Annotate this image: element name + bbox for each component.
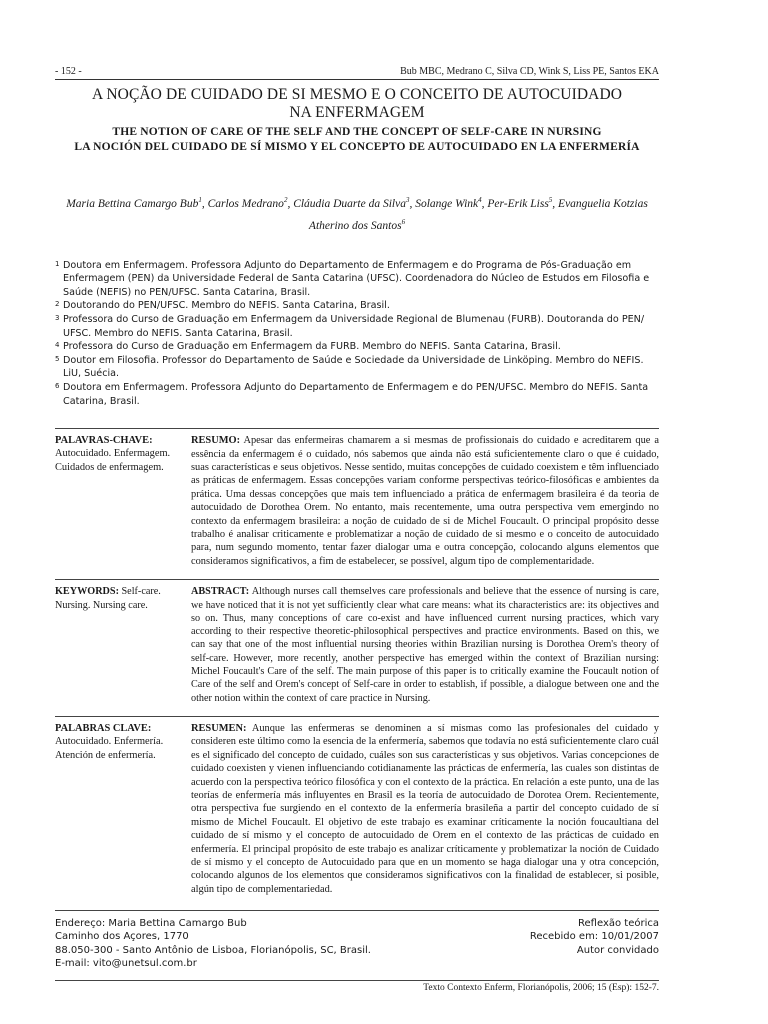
author-mark: 4 [478, 196, 482, 204]
abstract-label: ABSTRACT: [191, 586, 250, 598]
address-line: Caminho dos Açores, 1770 [55, 931, 189, 943]
affiliation-mark: 6 [55, 382, 60, 390]
abstract-block-spanish [55, 716, 659, 896]
abstract-text: Apesar das enfermeiras chamarem a si mesmas de profissionais do cuidado e acreditarem que a essência da enfermagem é o cuidado, nós sabemos que ainda não está suficientemente claro o que é cuidado, suas características e seus objetivos. Nesse sentido, muitas concepções de cuidado coexistem e têm influenciado as práticas de enfermagem. Essas concepções variam conforme perspectivas teórico-filosóficas e ambientes da prática. Uma dessas concepções que mais tem influenciado a prática de enfermagem brasileira é da teoria de autocuidado de Dorothea Orem. No entanto, mais recentemente, uma outra perspectiva vem emergindo no contexto da enfermagem brasileira: a noção de cuidado de si de Michel Foucault. O principal propósito desse trabalho é analisar criticamente e problematizar a noção de cuidado de si mesmo e o conceito de autocuidado para, num segundo momento, tentar fazer dialogar uma e outra concepção, colocando alguns elementos que consideramos significativos, a fim de estabelecer, se possível, algum tipo de complementaridade. [191, 435, 659, 567]
correspondence-address [55, 917, 371, 970]
affiliation-mark: 3 [55, 314, 60, 323]
journal-citation: Texto Contexto Enferm, Florianópolis, 2006; 15 (Esp): 152-7. [55, 980, 659, 993]
affiliation-item [55, 354, 659, 381]
keywords-label: PALABRAS CLAVE: [55, 722, 152, 734]
keywords-spanish [55, 722, 191, 896]
affiliation-item [55, 313, 659, 340]
affiliation-mark: 1 [55, 259, 60, 268]
article-info [530, 917, 659, 970]
affiliation-text: Doutora em Enfermagem. Professora Adjunto do Departamento de Enfermagem e do Programa de Pós-Graduação em Enfermagem (PEN) da Universidade Federal de Santa Catarina (UFSC). Coordenadora do Núcleo de Estudos em Filosofia e Saúde (NEFIS) no PEN/UFSC. Santa Catarina, Brasil. [63, 259, 650, 298]
running-head-authors: Bub MBC, Medrano C, Silva CD, Wink S, Liss PE, Santos EKA [400, 66, 659, 77]
author-name: Evanguelia Kotzias Atherino dos Santos [308, 197, 648, 232]
abstract-block-english [55, 579, 659, 705]
title-spanish: LA NOCIÓN DEL CUIDADO DE SÍ MISMO Y EL CONCEPTO DE AUTOCUIDADO EN LA ENFERMERÍA [74, 141, 640, 153]
affiliation-text: Professora do Curso de Graduação em Enfermagem da FURB. Membro do NEFIS. Santa Catarina, Brasil. [63, 341, 561, 353]
address-line: Endereço: Maria Bettina Camargo Bub [55, 918, 247, 930]
author-name: Solange Wink [415, 197, 479, 210]
affiliation-mark: 2 [55, 300, 60, 309]
title-english: THE NOTION OF CARE OF THE SELF AND THE CONCEPT OF SELF-CARE IN NURSING [112, 126, 602, 138]
affiliation-text: Professora do Curso de Graduação em Enfermagem da Universidade Regional de Blumenau (FURB). Doutoranda do PEN/ UFSC. Membro do NEFIS. Santa Catarina, Brasil. [63, 314, 645, 339]
abstract-portuguese [191, 434, 659, 568]
title-portuguese [55, 86, 659, 122]
email-line: E-mail: vito@unetsul.com.br [55, 957, 197, 969]
abstract-label: RESUMO: [191, 435, 241, 447]
abstract-label: RESUMEN: [191, 722, 247, 734]
keywords-text: Self-care. Nursing. Nursing care. [55, 586, 161, 611]
abstract-english [191, 585, 659, 705]
author-mark: 5 [548, 196, 553, 204]
author-name: Maria Bettina Camargo Bub [66, 197, 199, 210]
received-date: Recebido em: 10/01/2007 [529, 931, 659, 943]
affiliation-text: Doutora em Enfermagem. Professora Adjunto do Departamento de Enfermagem e do PEN/UFSC. Membro do NEFIS. Santa Catarina, Brasil. [63, 382, 649, 407]
title-portuguese-line1: A NOÇÃO DE CUIDADO DE SI MESMO E O CONCEITO DE AUTOCUIDADO [91, 86, 623, 103]
keywords-label: KEYWORDS: [55, 586, 119, 598]
author-mark: 6 [401, 217, 406, 226]
affiliation-item [55, 299, 659, 313]
affiliations [55, 259, 659, 409]
abstract-block-portuguese [55, 428, 659, 568]
author-name: Cláudia Duarte da Silva [293, 197, 406, 210]
author-mark: 1 [198, 196, 202, 204]
affiliation-mark: 5 [55, 354, 60, 363]
affiliation-item [55, 259, 659, 300]
abstract-spanish [191, 722, 659, 896]
keywords-label: PALAVRAS-CHAVE: [55, 435, 153, 447]
page-number: - 152 - [55, 66, 82, 77]
affiliation-item [55, 381, 659, 408]
keywords-english [55, 585, 191, 705]
article-page [55, 66, 659, 970]
author-name: Per-Erik Liss [487, 197, 549, 210]
keywords-text: Autocuidado. Enfermería. Atención de enfermería. [55, 736, 164, 761]
keywords-text: Autocuidado. Enfermagem. Cuidados de enfermagem. [55, 448, 171, 473]
author-mark: 2 [283, 196, 288, 204]
article-type: Reflexão teórica [578, 918, 659, 930]
affiliation-item [55, 340, 659, 354]
abstract-text: Aunque las enfermeras se denominen a sí mismas como las profesionales del cuidado y consideren este último como la esencia de la enfermería, sabemos que todavía no está suficientemente claro cuál es el significado del concepto de cuidado, cuáles son sus características y sus objetivos. Varias concepciones de cuidado coexisten y vienen influenciando cotidianamente las prácticas de enfermería, las cuales son distintas de acuerdo con la perspectiva teórico filosófica y con el contexto de la práctica. En relación a este punto, una de las teorías de enfermería más influyentes en Brasil es la teoría de autocuidado de Dorotea Orem. Recientemente, otra perspectiva fue surgiendo en el contexto de la enfermería brasileña a partir del concepto cuidado de sí mismo de Michel Foucault. El objetivo de este trabajo es examinar críticamente la noción foucaultiana del cuidado de sí mismo y el concepto de autocuidado de Orem en el contexto de las prácticas de cuidado en enfermería. El principal propósito de este trabajo es analizar críticamente y problematizar la noción de Cuidado de sí mismo y el concepto de Autocuidado para que en un momento se haga dialogar una y otra concepción, colocando algunos de los elementos que consideramos significativos con la finalidad de establecer, si posible, algún tipo de complementariedad. [191, 722, 659, 895]
author-mark: 3 [405, 196, 410, 204]
address-line: 88.050-300 - Santo Antônio de Lisboa, Florianópolis, SC, Brasil. [55, 944, 371, 956]
correspondence-footer [55, 910, 659, 970]
abstract-text: Although nurses call themselves care professionals and believe that the essence of nursing is care, we have noticed that it is not yet sufficiently clear what care means: what its characteristics are: its objectives and so on. Thus, many conceptions of care co-exist and have influenced current nursing practices, which vary according to their respective theoretic-philosophical perspectives and practice environments. Based on this, we can say that one of the most influential nursing theories within Brazilian nursing is Dorothea Orem's theory of self-care. However, more recently, another perspective has emerged within the context of Brazilian nursing: Michel Foucault's Care of the self. The main purpose of this paper is to critically examine the Foucault notion of Care of the self and Orem's concept of Self-care in order to establish, if possible, a dialogue between one and the other notion within the context of care practice in Nursing. [191, 586, 660, 704]
title-portuguese-line2: NA ENFERMAGEM [289, 104, 425, 121]
keywords-portuguese [55, 434, 191, 568]
affiliation-text: Doutorando do PEN/UFSC. Membro do NEFIS. Santa Catarina, Brasil. [63, 300, 390, 312]
author-list: Maria Bettina Camargo Bub$^1$, Carlos Medrano$^2$, Cláudia Duarte da Silva$^3$, Solange Wink$^4$, Per-Erik Liss$^5$, Evanguelia Kotzias Atherino dos Santos$^6$ [66, 196, 648, 232]
invited-author: Autor convidado [576, 944, 659, 956]
running-head [55, 66, 659, 80]
author-name: Carlos Medrano [207, 197, 284, 210]
affiliation-mark: 4 [55, 341, 60, 350]
affiliation-text: Doutor em Filosofia. Professor do Departamento de Saúde e Sociedade da Universidade de Linköping. Membro do NEFIS. LiU, Suécia. [63, 354, 644, 380]
